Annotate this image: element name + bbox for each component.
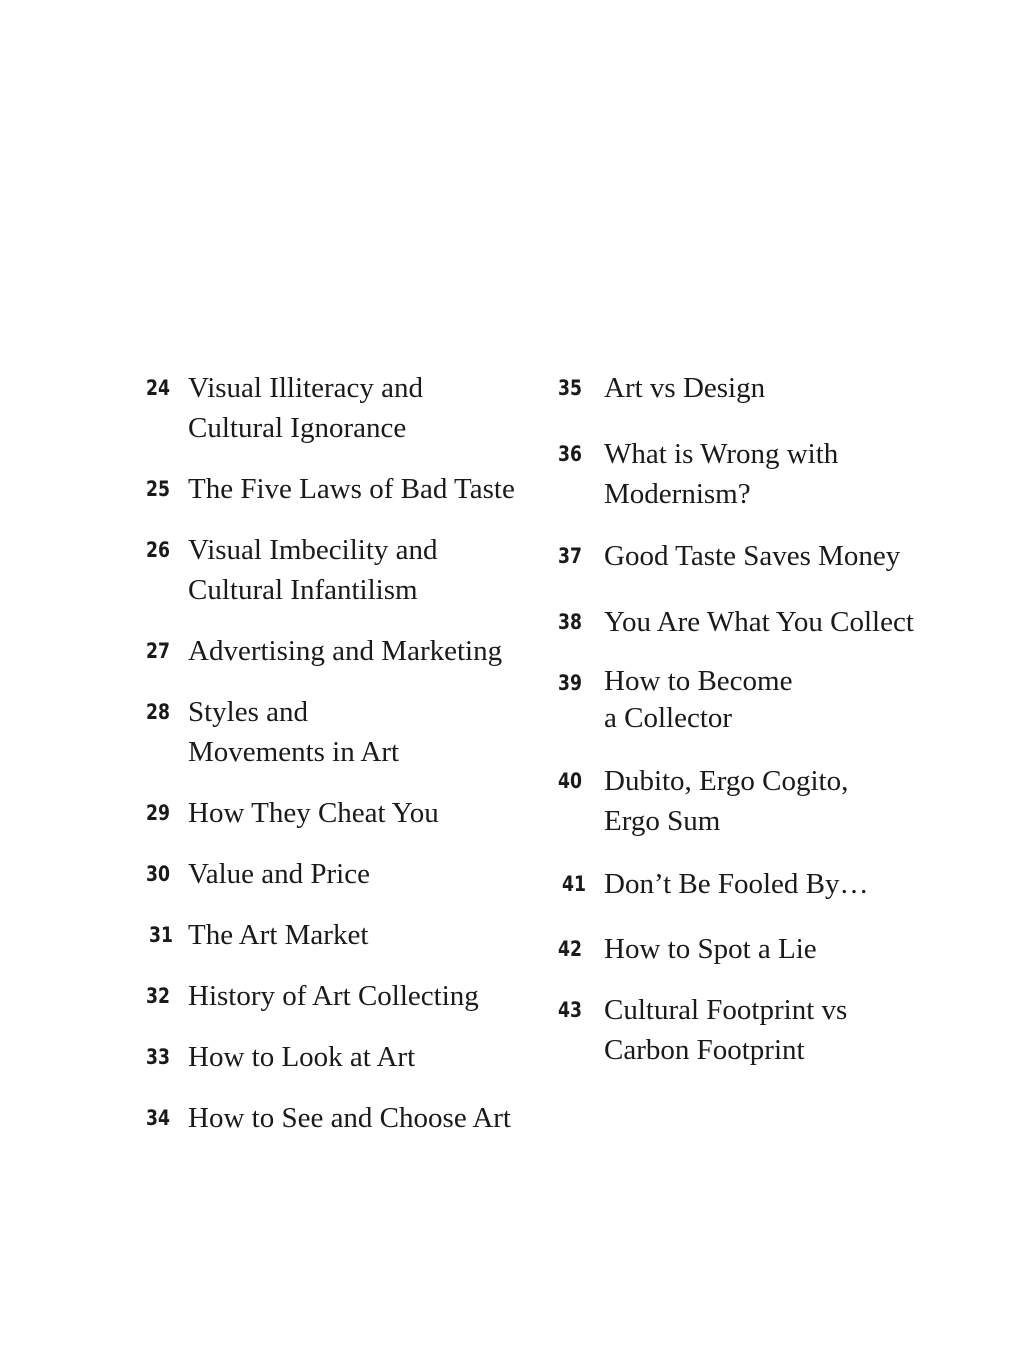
entry-number: 30 <box>146 862 170 886</box>
entry-title-line: How to Spot a Lie <box>604 933 817 965</box>
entry-number: 37 <box>558 544 582 568</box>
entry-title-line: Ergo Sum <box>604 805 721 837</box>
entry-title <box>188 793 439 833</box>
entry-number: 31 <box>149 923 173 947</box>
entry-title <box>188 631 502 671</box>
entry-title <box>188 915 368 955</box>
entry-title <box>188 469 515 509</box>
entry-title <box>188 976 479 1016</box>
entry-title <box>604 536 900 576</box>
entry-number: 32 <box>146 984 170 1008</box>
entry-title-line: History of Art Collecting <box>188 980 479 1012</box>
entry-title <box>188 692 399 772</box>
entry-title-line: a Collector <box>604 702 733 734</box>
entry-title-line: How to Become <box>604 665 793 697</box>
entry-title-line: You Are What You Collect <box>604 606 914 638</box>
entry-title-line: Good Taste Saves Money <box>604 540 901 572</box>
entry-number: 39 <box>558 671 582 695</box>
entry-number: 38 <box>558 610 582 634</box>
entry-title <box>604 663 792 737</box>
entry-title <box>188 854 370 894</box>
entry-number: 24 <box>146 376 170 400</box>
entry-title-line: Dubito, Ergo Cogito, <box>604 765 849 797</box>
entry-title <box>188 530 438 610</box>
entry-title-line: Modernism? <box>604 478 751 510</box>
entry-title-line: Visual Illiteracy and <box>188 372 424 404</box>
entry-number: 40 <box>558 769 582 793</box>
entry-number: 25 <box>146 477 170 501</box>
entry-title-line: Movements in Art <box>188 736 400 768</box>
entry-title-line: Carbon Footprint <box>604 1034 805 1066</box>
entry-number: 29 <box>146 801 170 825</box>
entry-title <box>188 1098 511 1138</box>
entry-title-line: Styles and <box>188 696 309 728</box>
entry-title <box>604 761 848 841</box>
entry-number: 42 <box>558 937 582 961</box>
entry-title <box>188 368 423 448</box>
entry-number: 26 <box>146 538 170 562</box>
entry-title-line: Don’t Be Fooled By… <box>604 868 869 900</box>
entry-title-line: Cultural Ignorance <box>188 412 407 444</box>
entry-title <box>188 1037 415 1077</box>
entry-title-line: How They Cheat You <box>188 797 439 829</box>
entry-number: 34 <box>146 1106 170 1130</box>
entry-number: 35 <box>558 376 582 400</box>
entry-title-line: What is Wrong with <box>604 438 839 470</box>
entry-number: 41 <box>562 872 586 896</box>
entry-title <box>604 864 869 904</box>
entry-title <box>604 602 914 642</box>
entry-title <box>604 434 838 514</box>
entry-title <box>604 368 765 408</box>
entry-title <box>604 990 847 1070</box>
entry-title-line: The Art Market <box>188 919 369 951</box>
entry-title-line: Cultural Infantilism <box>188 574 418 606</box>
entry-title-line: Art vs Design <box>604 372 766 404</box>
entry-title-line: Cultural Footprint vs <box>604 994 848 1026</box>
entry-number: 27 <box>146 639 170 663</box>
entry-title-line: How to See and Choose Art <box>188 1102 511 1134</box>
entry-number: 36 <box>558 442 582 466</box>
entry-title <box>604 929 817 969</box>
entry-title-line: Value and Price <box>188 858 370 890</box>
entry-title-line: The Five Laws of Bad Taste <box>188 473 515 505</box>
entry-title-line: How to Look at Art <box>188 1041 416 1073</box>
entry-title-line: Advertising and Marketing <box>188 635 503 667</box>
entry-number: 28 <box>146 700 170 724</box>
entry-number: 33 <box>146 1045 170 1069</box>
entry-number: 43 <box>558 998 582 1022</box>
entry-title-line: Visual Imbecility and <box>188 534 438 566</box>
